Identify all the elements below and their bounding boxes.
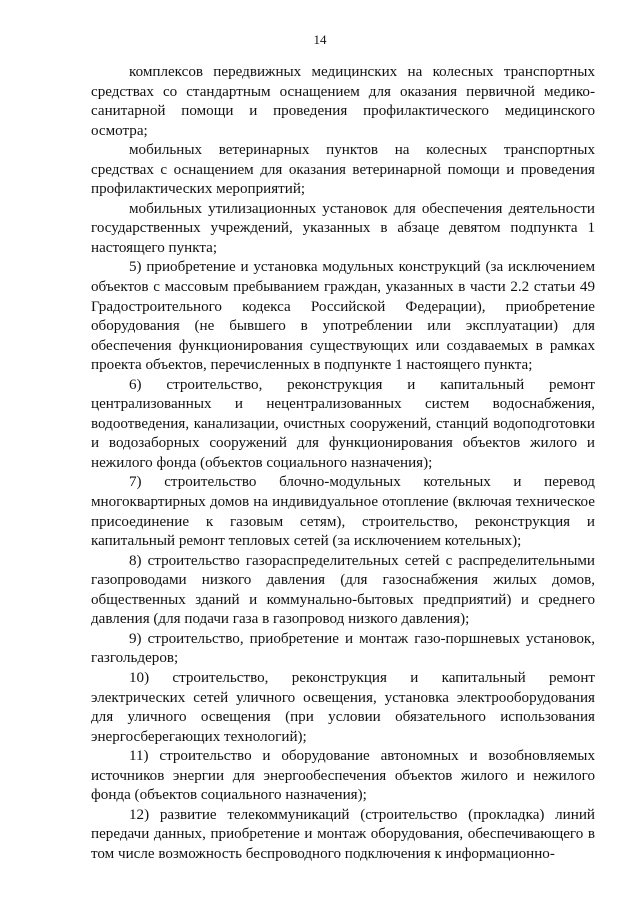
paragraph-item-11-autonomous-energy: 11) строительство и оборудование автономных и возобновляемых источников энергии для энергообеспечения объектов жилого и нежилого фонда (объектов социального назначения); xyxy=(91,748,595,804)
paragraph-item-9-gas-piston-units: 9) строительство, приобретение и монтаж газо-поршневых установок, газгольдеров; xyxy=(91,630,595,667)
paragraph-mobile-veterinary-points: мобильных ветеринарных пунктов на колесных транспортных средствах с оснащением для оказания ветеринарной помощи и проведения профилактических мероприятий; xyxy=(91,142,595,198)
page-number: 14 xyxy=(313,32,327,47)
paragraph-item-6-water-systems: 6) строительство, реконструкция и капитальный ремонт централизованных и нецентрализованных систем водоснабжения, водоотведения, канализации, очистных сооружений, станций водоподготовки и водозаборных сооружений для функционирования объектов жилого и нежилого фонда (объектов социального назначения); xyxy=(91,376,595,471)
paragraph-item-8-gas-networks: 8) строительство газораспределительных сетей с распределительными газопроводами низкого давления (для газоснабжения жилых домов, общественных зданий и коммунально-бытовых предприятий) и среднего давления (для подачи газа в газопровод низкого давления); xyxy=(91,552,595,628)
paragraph-item-7-boiler-houses: 7) строительство блочно-модульных котельных и перевод многоквартирных домов на индивидуальное отопление (включая техническое присоединение к газовым сетям), строительство, реконструкция и капитальный ремонт тепловых сетей (за исключением котельных); xyxy=(91,474,595,550)
paragraph-item-10-street-lighting: 10) строительство, реконструкция и капитальный ремонт электрических сетей уличного освещения, установка электрооборудования для уличного освещения (при условии обязательного использования энергосберегающих технологий); xyxy=(91,669,595,745)
document-body xyxy=(91,63,595,864)
paragraph-item-5-modular-structures: 5) приобретение и установка модульных конструкций (за исключением объектов с массовым пребыванием граждан, указанных в части 2.2 статьи 49 Градостроительного кодекса Российской Федерации), приобретение оборудования (не бывшего в употреблении или эксплуатации) для обеспечения функционирования существующих или создаваемых в рамках проекта объектов, перечисленных в подпункте 1 настоящего пункта; xyxy=(91,259,595,374)
paragraph-mobile-utilization-units: мобильных утилизационных установок для обеспечения деятельности государственных учреждений, указанных в абзаце девятом подпункта 1 настоящего пункта; xyxy=(91,200,595,256)
paragraph-item-12-telecommunications: 12) развитие телекоммуникаций (строительство (прокладка) линий передачи данных, приобретение и монтаж оборудования, обеспечивающего в том числе возможность беспроводного подключения к информационно- xyxy=(91,806,595,862)
paragraph-mobile-medical-complexes: комплексов передвижных медицинских на колесных транспортных средствах со стандартным оснащением для оказания первичной медико-санитарной помощи и проведения профилактического медицинского осмотра; xyxy=(91,64,595,139)
